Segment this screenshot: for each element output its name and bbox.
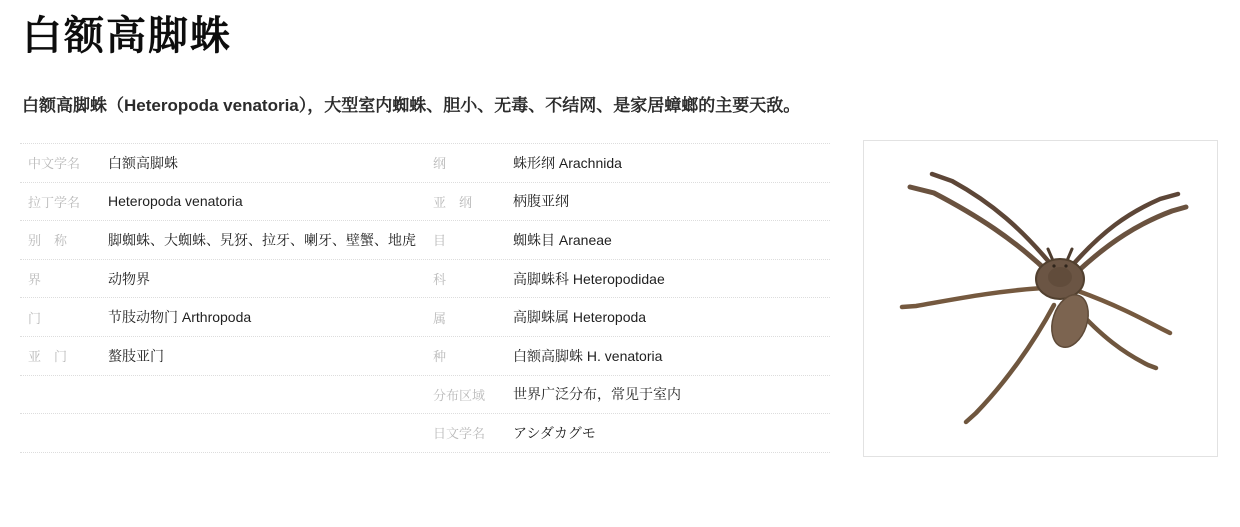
info-value: 白额高脚蛛 H. venatoria — [513, 347, 663, 364]
info-value: 高脚蛛属 Heteropoda — [513, 309, 647, 326]
info-label: 纲 — [433, 156, 447, 172]
info-cell — [425, 414, 830, 452]
info-label: 亚 门 — [28, 349, 68, 365]
info-value: Heteropoda venatoria — [108, 193, 243, 210]
spider-illustration — [864, 141, 1217, 456]
table-row — [20, 298, 830, 337]
info-value: 高脚蛛科 Heteropodidae — [513, 270, 665, 287]
table-row — [20, 221, 830, 260]
info-cell — [20, 183, 425, 221]
info-label: 门 — [28, 310, 42, 326]
info-label: 科 — [433, 272, 447, 288]
table-row — [20, 183, 830, 222]
table-row — [20, 376, 830, 415]
info-value: 柄腹亚纲 — [513, 193, 569, 210]
info-label: 分布区域 — [433, 387, 486, 403]
info-cell — [20, 298, 425, 336]
info-cell-empty — [20, 376, 425, 414]
info-cell — [425, 337, 830, 375]
info-value: 脚蜘蛛、大蜘蛛、旯犽、拉牙、喇牙、壁蟹、地虎 — [108, 231, 416, 248]
info-cell — [20, 144, 425, 182]
info-label: 亚 纲 — [433, 194, 473, 210]
info-cell — [425, 376, 830, 414]
info-value: 蛛形纲 Arachnida — [513, 154, 622, 171]
table-row — [20, 260, 830, 299]
info-label: 日文学名 — [433, 426, 486, 442]
infobox — [20, 143, 830, 453]
info-cell — [425, 298, 830, 336]
info-cell — [20, 337, 425, 375]
summary-text: 白额高脚蛛（Heteropoda venatoria），大型室内蜘蛛、胆小、无毒、不结网、是家居蟑螂的主要天敌。 — [22, 96, 801, 115]
info-cell — [20, 221, 425, 259]
info-value: 螯肢亚门 — [108, 347, 164, 364]
species-photo[interactable] — [863, 140, 1218, 457]
info-label: 界 — [28, 272, 42, 288]
info-cell — [425, 183, 830, 221]
page-title: 白额高脚蛛 — [22, 14, 232, 58]
info-value: 蜘蛛目 Araneae — [513, 231, 612, 248]
info-cell — [425, 144, 830, 182]
table-row — [20, 337, 830, 376]
info-label: 别 称 — [28, 233, 68, 249]
info-value: 白额高脚蛛 — [108, 154, 178, 171]
info-cell-empty — [20, 414, 425, 452]
info-label: 中文学名 — [28, 156, 81, 172]
info-value: 世界广泛分布，常见于室内 — [513, 386, 681, 403]
info-label: 属 — [433, 310, 447, 326]
info-value: アシダカグモ — [513, 424, 596, 441]
info-label: 种 — [433, 349, 447, 365]
info-value: 节肢动物门 Arthropoda — [108, 309, 252, 326]
table-row — [20, 414, 830, 453]
table-row — [20, 144, 830, 183]
info-label: 目 — [433, 233, 447, 249]
info-cell — [425, 260, 830, 298]
info-label: 拉丁学名 — [28, 194, 81, 210]
info-value: 动物界 — [108, 270, 150, 287]
info-cell — [20, 260, 425, 298]
info-cell — [425, 221, 830, 259]
